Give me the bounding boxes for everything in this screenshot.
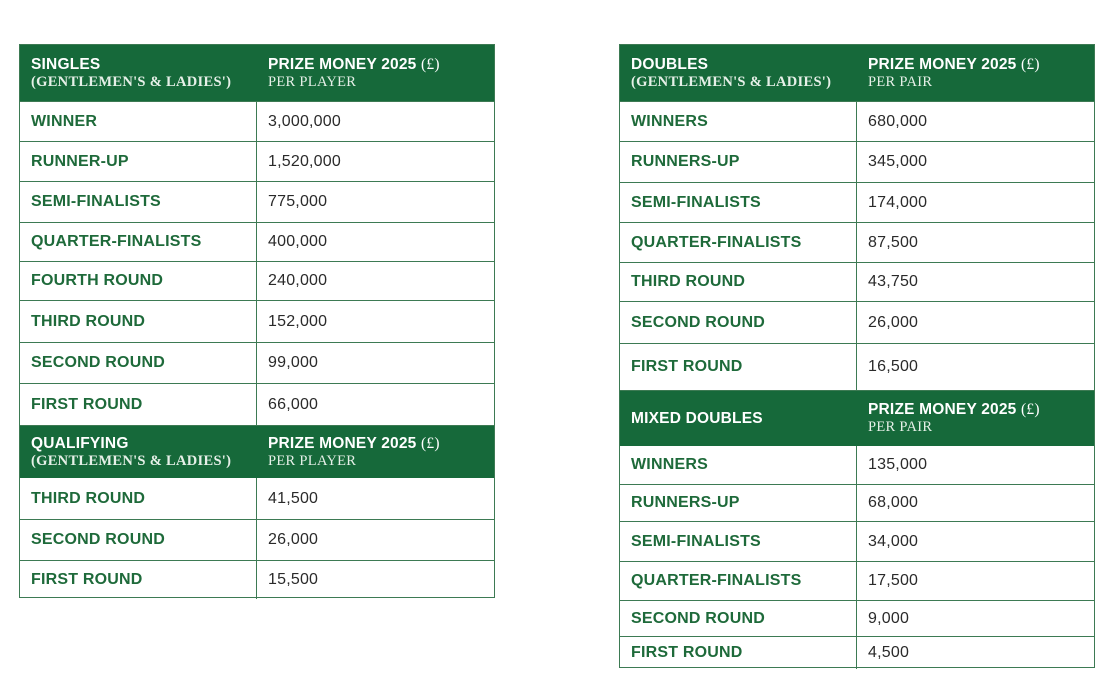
qualifying-prize-subtitle: PER PLAYER xyxy=(268,452,357,469)
qualifying-prize-title: PRIZE MONEY 2025 (£) xyxy=(268,434,440,452)
round-label: SEMI-FINALISTS xyxy=(20,182,257,222)
prize-amount: 400,000 xyxy=(268,233,328,250)
round-label: SECOND ROUND xyxy=(20,343,257,383)
doubles-header-row xyxy=(620,45,1094,101)
table-row xyxy=(620,446,1094,484)
table-row xyxy=(620,182,1094,222)
singles-header-row xyxy=(20,45,494,101)
round-label: SECOND ROUND xyxy=(620,302,857,343)
singles-prize-subtitle: PER PLAYER xyxy=(268,73,357,90)
singles-prize-header-cell xyxy=(257,45,494,101)
table-row xyxy=(620,301,1094,343)
doubles-subtitle: (GENTLEMEN'S & LADIES') xyxy=(631,73,832,90)
prize-amount: 3,000,000 xyxy=(268,112,341,130)
table-row xyxy=(620,636,1094,669)
table-row xyxy=(620,222,1094,262)
prize-amount: 9,000 xyxy=(868,609,910,627)
singles-title: SINGLES xyxy=(31,55,101,73)
round-label: RUNNER-UP xyxy=(20,142,257,181)
table-row xyxy=(20,383,494,425)
round-label: FIRST ROUND xyxy=(20,561,257,599)
singles-subtitle: (GENTLEMEN'S & LADIES') xyxy=(31,73,232,90)
prize-amount: 680,000 xyxy=(868,112,928,130)
prize-amount: 26,000 xyxy=(268,531,319,548)
table-row xyxy=(620,101,1094,141)
table-row xyxy=(20,101,494,141)
table-row xyxy=(20,222,494,261)
round-label: THIRD ROUND xyxy=(620,263,857,301)
round-label: SEMI-FINALISTS xyxy=(620,522,857,561)
table-row xyxy=(20,181,494,222)
round-label: QUARTER-FINALISTS xyxy=(620,223,857,262)
prize-amount: 41,500 xyxy=(268,489,319,507)
doubles-prize-table xyxy=(619,44,1095,668)
round-label: WINNERS xyxy=(620,446,857,484)
round-label: QUARTER-FINALISTS xyxy=(20,223,257,261)
mixed-prize-subtitle: PER PAIR xyxy=(868,419,933,435)
qualifying-header-cell xyxy=(20,426,257,478)
qualifying-title: QUALIFYING xyxy=(31,434,129,452)
table-row xyxy=(20,560,494,599)
prize-amount: 240,000 xyxy=(268,272,328,289)
prize-amount: 66,000 xyxy=(268,395,319,413)
prize-amount: 135,000 xyxy=(868,456,928,473)
doubles-header-cell xyxy=(620,45,857,101)
table-row xyxy=(20,300,494,342)
round-label: FIRST ROUND xyxy=(620,344,857,390)
table-row xyxy=(20,261,494,300)
round-label: QUARTER-FINALISTS xyxy=(620,562,857,600)
mixed-doubles-title: MIXED DOUBLES xyxy=(631,409,763,427)
prize-amount: 43,750 xyxy=(868,273,919,290)
doubles-prize-subtitle: PER PAIR xyxy=(868,73,933,90)
table-row xyxy=(620,561,1094,600)
mixed-prize-header-cell xyxy=(857,391,1094,446)
table-row xyxy=(20,141,494,181)
table-row xyxy=(620,484,1094,521)
prize-amount: 1,520,000 xyxy=(268,152,341,170)
prize-amount: 4,500 xyxy=(868,644,910,661)
prize-amount: 68,000 xyxy=(868,494,919,511)
doubles-prize-header-cell xyxy=(857,45,1094,101)
round-label: FOURTH ROUND xyxy=(20,262,257,300)
singles-prize-table xyxy=(19,44,495,598)
prize-amount: 17,500 xyxy=(868,572,919,589)
round-label: THIRD ROUND xyxy=(20,478,257,519)
prize-amount: 26,000 xyxy=(868,313,919,331)
round-label: WINNERS xyxy=(620,102,857,141)
table-row xyxy=(620,600,1094,636)
doubles-prize-title: PRIZE MONEY 2025 (£) xyxy=(868,55,1040,73)
mixed-prize-title: PRIZE MONEY 2025 (£) xyxy=(868,401,1040,418)
doubles-title: DOUBLES xyxy=(631,55,709,73)
table-row xyxy=(620,343,1094,390)
prize-amount: 99,000 xyxy=(268,354,319,371)
round-label: FIRST ROUND xyxy=(20,384,257,425)
table-row xyxy=(620,141,1094,182)
mixed-doubles-header-row xyxy=(620,390,1094,446)
qualifying-subtitle: (GENTLEMEN'S & LADIES') xyxy=(31,452,232,469)
prize-amount: 34,000 xyxy=(868,532,919,550)
round-label: RUNNERS-UP xyxy=(620,142,857,182)
round-label: RUNNERS-UP xyxy=(620,485,857,521)
qualifying-header-row xyxy=(20,425,494,478)
qualifying-prize-header-cell xyxy=(257,426,494,478)
table-row xyxy=(20,342,494,383)
singles-header-cell xyxy=(20,45,257,101)
prize-amount: 87,500 xyxy=(868,233,919,251)
prize-amount: 174,000 xyxy=(868,193,928,211)
round-label: SEMI-FINALISTS xyxy=(620,183,857,222)
round-label: SECOND ROUND xyxy=(20,520,257,560)
prize-amount: 15,500 xyxy=(268,571,319,588)
round-label: THIRD ROUND xyxy=(20,301,257,342)
round-label: WINNER xyxy=(20,102,257,141)
prize-amount: 775,000 xyxy=(268,193,328,210)
round-label: FIRST ROUND xyxy=(620,637,857,669)
singles-prize-title: PRIZE MONEY 2025 (£) xyxy=(268,55,440,73)
prize-amount: 152,000 xyxy=(268,312,328,330)
table-row xyxy=(20,478,494,519)
prize-amount: 16,500 xyxy=(868,358,919,375)
table-row xyxy=(20,519,494,560)
round-label: SECOND ROUND xyxy=(620,601,857,636)
mixed-doubles-header-cell xyxy=(620,391,857,446)
prize-amount: 345,000 xyxy=(868,153,928,170)
table-row xyxy=(620,262,1094,301)
table-row xyxy=(620,521,1094,561)
